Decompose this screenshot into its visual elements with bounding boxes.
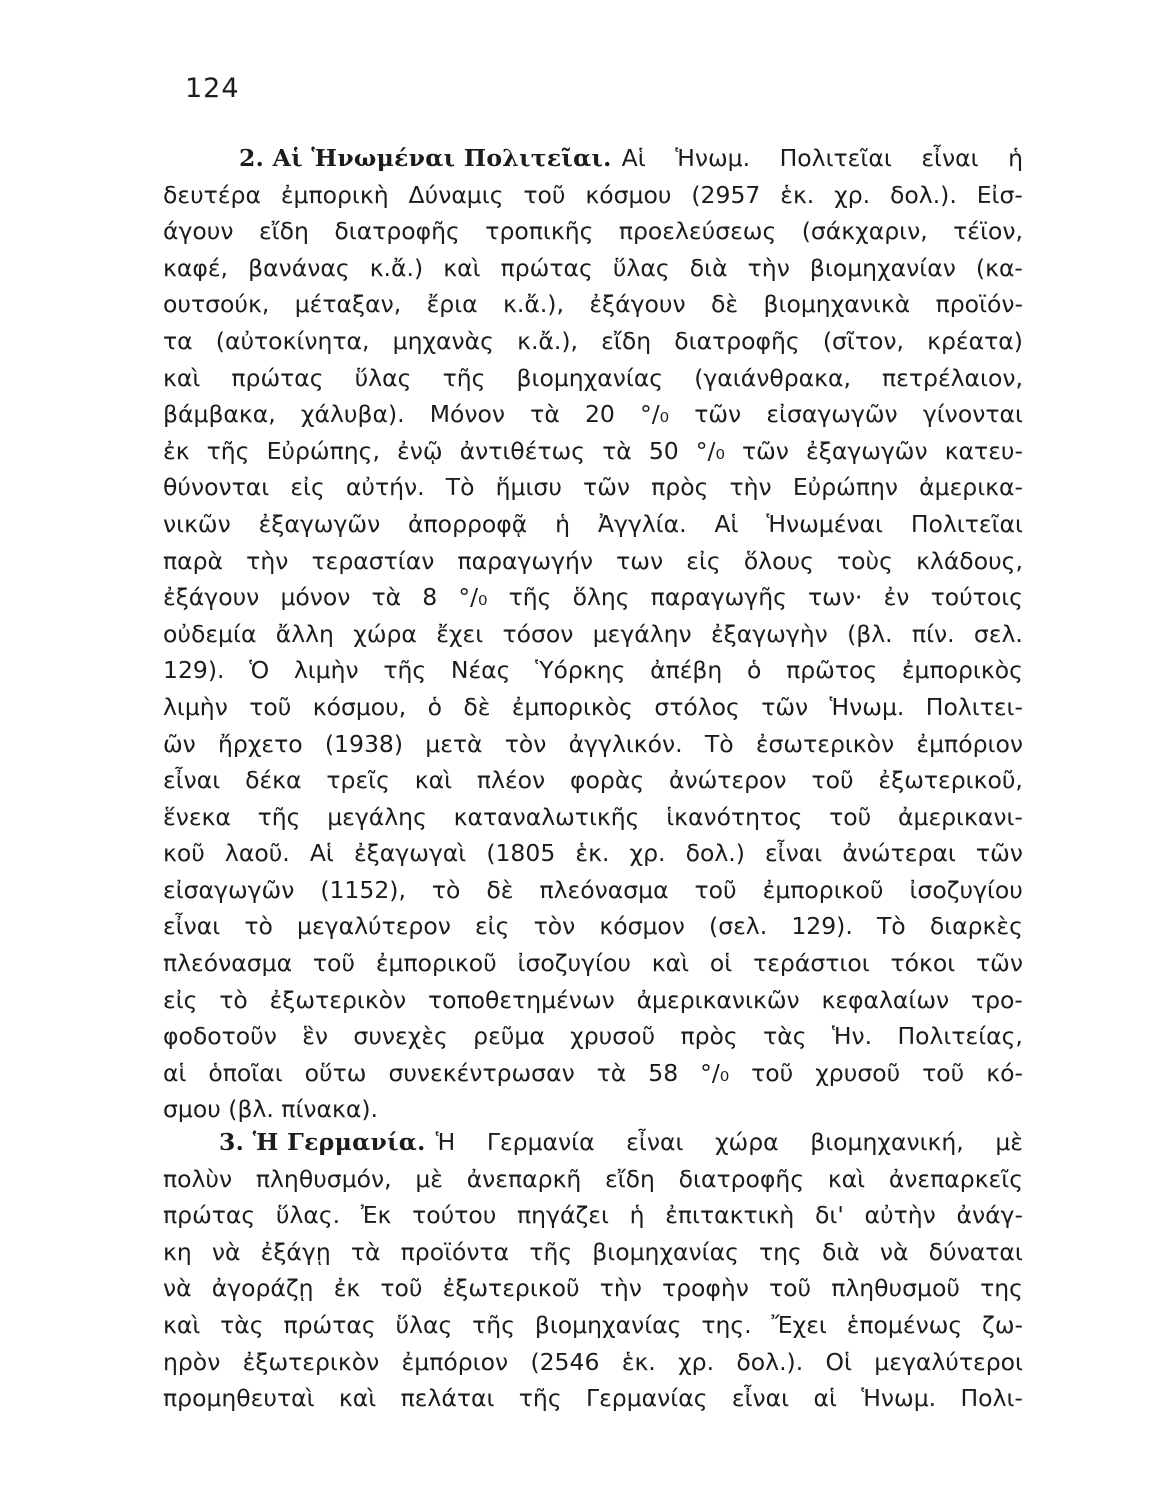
paragraph-line: νικῶν ἐξαγωγῶν ἀπορροφᾷ ἡ Ἀγγλία. Αἱ Ἡνωμέναι Πολιτεῖαι xyxy=(163,509,1023,538)
section-heading: 3. Ἡ Γερμανία. xyxy=(219,1128,426,1156)
page-number: 124 xyxy=(185,73,240,104)
paragraph-line: καφέ, βανάνας κ.ἄ.) καὶ πρώτας ὕλας διὰ τὴν βιομηχανίαν (κα- xyxy=(163,253,1023,282)
paragraph-line: εἶναι δέκα τρεῖς καὶ πλέον φορὰς ἀνώτερον τοῦ ἐξωτερικοῦ, xyxy=(163,766,1023,795)
paragraph-line: παρὰ τὴν τεραστίαν παραγωγήν των εἰς ὅλους τοὺς κλάδους, xyxy=(163,546,1023,575)
paragraph-line: πρώτας ὕλας. Ἐκ τούτου πηγάζει ἡ ἐπιτακτικὴ δι' αὐτὴν ἀνάγ- xyxy=(163,1201,1023,1230)
paragraph-line xyxy=(163,1124,1023,1161)
paragraph-line: ηρὸν ἐξωτερικὸν ἐμπόριον (2546 ἑκ. χρ. δολ.). Οἱ μεγαλύτεροι xyxy=(163,1347,1023,1376)
paragraph-line: πλεόνασμα τοῦ ἐμπορικοῦ ἰσοζυγίου καὶ οἱ τεράστιοι τόκοι τῶν xyxy=(163,949,1023,978)
paragraph-line: κη νὰ ἐξάγῃ τὰ προϊόντα τῆς βιομηχανίας της διὰ νὰ δύναται xyxy=(163,1237,1023,1266)
paragraph-line: αἱ ὁποῖαι οὕτω συνεκέντρωσαν τὰ 58 °/₀ τοῦ χρυσοῦ τοῦ κό- xyxy=(163,1058,1023,1087)
paragraph-line: καὶ πρώτας ὕλας τῆς βιομηχανίας (γαιάνθρακα, πετρέλαιον, xyxy=(163,363,1023,392)
paragraph-line-text: Ἡ Γερμανία εἶναι χώρα βιομηχανική, μὲ xyxy=(435,1128,1023,1156)
section-united-states xyxy=(163,140,1023,1128)
paragraph-line: ἐξάγουν μόνον τὰ 8 °/₀ τῆς ὅλης παραγωγῆς των· ἐν τούτοις xyxy=(163,583,1023,612)
paragraph-line: 129). Ὁ λιμὴν τῆς Νέας Ὑόρκης ἀπέβη ὁ πρῶτος ἐμπορικὸς xyxy=(163,656,1023,685)
paragraph-line: οὐδεμία ἄλλη χώρα ἔχει τόσον μεγάλην ἐξαγωγὴν (βλ. πίν. σελ. xyxy=(163,619,1023,648)
paragraph-line: άγουν εἴδη διατροφῆς τροπικῆς προελεύσεως (σάκχαριν, τέϊον, xyxy=(163,217,1023,246)
paragraph-line: βάμβακα, χάλυβα). Μόνον τὰ 20 °/₀ τῶν εἰσαγωγῶν γίνονται xyxy=(163,400,1023,429)
section-heading: 2. Αἱ Ἡνωμέναι Πολιτεῖαι. xyxy=(239,144,612,172)
paragraph-line: θύνονται εἰς αὐτήν. Τὸ ἥμισυ τῶν πρὸς τὴν Εὐρώπην ἀμερικα- xyxy=(163,473,1023,502)
paragraph-line: πολὺν πληθυσμόν, μὲ ἀνεπαρκῆ εἴδη διατροφῆς καὶ ἀνεπαρκεῖς xyxy=(163,1164,1023,1193)
paragraph-line: καὶ τὰς πρώτας ὕλας τῆς βιομηχανίας της. Ἔχει ἑπομένως ζω- xyxy=(163,1310,1023,1339)
paragraph-line: νὰ ἀγοράζῃ ἐκ τοῦ ἐξωτερικοῦ τὴν τροφὴν τοῦ πληθυσμοῦ της xyxy=(163,1274,1023,1303)
paragraph-line: φοδοτοῦν ἓν συνεχὲς ρεῦμα χρυσοῦ πρὸς τὰς Ἡν. Πολιτείας, xyxy=(163,1022,1023,1051)
paragraph-line: ἕνεκα τῆς μεγάλης καταναλωτικῆς ἱκανότητος τοῦ ἀμερικανι- xyxy=(163,802,1023,831)
paragraph-line: προμηθευταὶ καὶ πελάται τῆς Γερμανίας εἶναι αἱ Ἡνωμ. Πολι- xyxy=(163,1384,1023,1413)
paragraph-line: ῶν ἤρχετο (1938) μετὰ τὸν ἀγγλικόν. Τὸ ἐσωτερικὸν ἐμπόριον xyxy=(163,729,1023,758)
paragraph-line: εἰς τὸ ἐξωτερικὸν τοποθετημένων ἀμερικανικῶν κεφαλαίων τρο- xyxy=(163,985,1023,1014)
paragraph-line: ἐκ τῆς Εὐρώπης, ἐνῷ ἀντιθέτως τὰ 50 °/₀ τῶν ἐξαγωγῶν κατευ- xyxy=(163,436,1023,465)
paragraph-line: δευτέρα ἐμπορικὴ Δύναμις τοῦ κόσμου (2957 ἑκ. χρ. δολ.). Εἰσ- xyxy=(163,180,1023,209)
paragraph-line: κοῦ λαοῦ. Αἱ ἐξαγωγαὶ (1805 ἑκ. χρ. δολ.) εἶναι ἀνώτεραι τῶν xyxy=(163,839,1023,868)
paragraph-line-text: Αἱ Ἡνωμ. Πολιτεῖαι εἶναι ἡ xyxy=(621,144,1023,172)
paragraph-line: εἰσαγωγῶν (1152), τὸ δὲ πλεόνασμα τοῦ ἐμπορικοῦ ἰσοζυγίου xyxy=(163,875,1023,904)
paragraph-line: ουτσούκ, μέταξαν, ἔρια κ.ἄ.), ἐξάγουν δὲ βιομηχανικὰ προϊόν- xyxy=(163,290,1023,319)
paragraph-line: λιμὴν τοῦ κόσμου, ὁ δὲ ἐμπορικὸς στόλος τῶν Ἡνωμ. Πολιτει- xyxy=(163,692,1023,721)
paragraph-line xyxy=(163,140,1023,177)
paragraph-line: εἶναι τὸ μεγαλύτερον εἰς τὸν κόσμον (σελ. 129). Τὸ διαρκὲς xyxy=(163,912,1023,941)
paragraph-line: σμου (βλ. πίνακα). xyxy=(163,1095,378,1124)
section-germany xyxy=(163,1124,1023,1417)
paragraph-line: τα (αὐτοκίνητα, μηχανὰς κ.ἄ.), εἴδη διατροφῆς (σῖτον, κρέατα) xyxy=(163,326,1023,355)
